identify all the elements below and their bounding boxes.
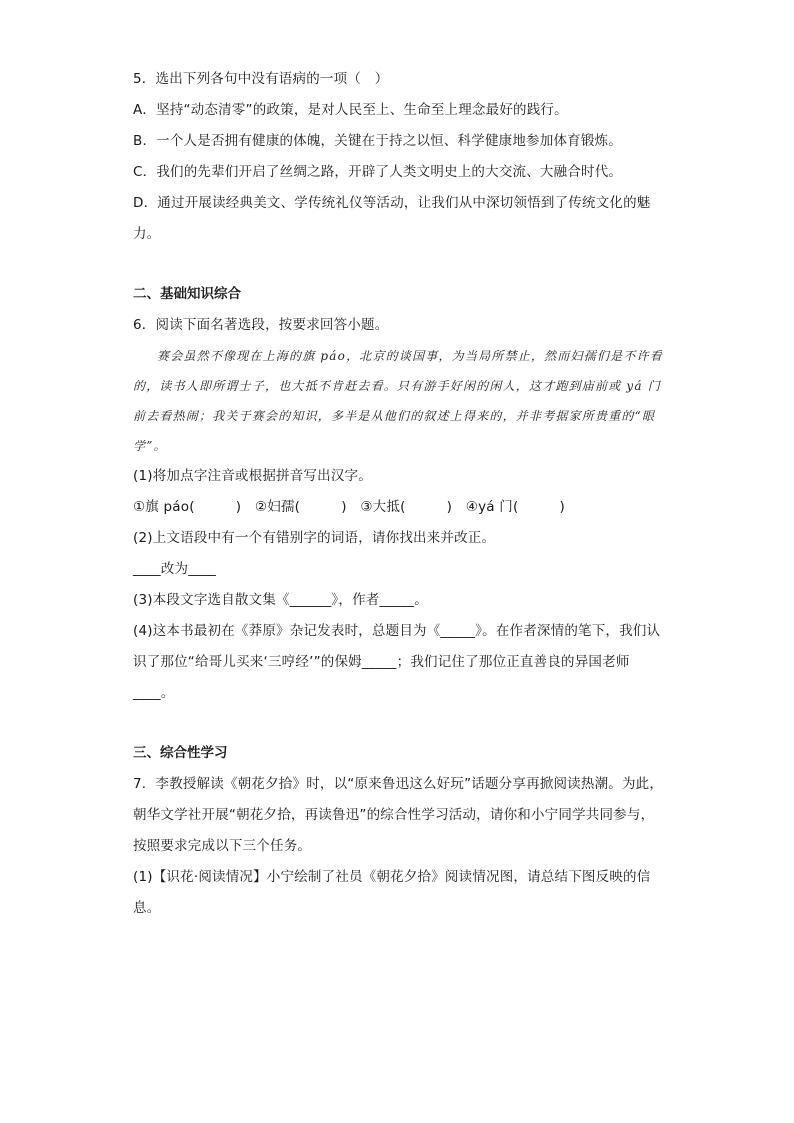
q5-option-b: B．一个人是否拥有健康的体魄，关键在于持之以恒、科学健康地参加体育锻炼。 bbox=[133, 133, 622, 149]
q5-option-c: C．我们的先辈们开启了丝绸之路，开辟了人类文明史上的大交流、大融合时代。 bbox=[133, 164, 623, 180]
q6-passage bbox=[133, 341, 668, 461]
q6-sub4-line3: ____。 bbox=[133, 685, 175, 701]
q6-stem: 6．阅读下面名著选段，按要求回答小题。 bbox=[133, 317, 389, 333]
q7-line1: 7．李教授解读《朝花夕拾》时，以“原来鲁迅这么好玩”话题分享再掀阅读热潮。为此， bbox=[133, 776, 664, 792]
q6-sub2: (2)上文语段中有一个有错别字的词语，请你找出来并改正。 bbox=[133, 530, 496, 546]
q6-sub1-items: ①旗 páo( ) ②妇孺( ) ③大抵( ) ④yá 门( ) bbox=[133, 499, 565, 515]
q5-option-a: A．坚持“动态清零”的政策，是对人民至上、生命至上理念最好的践行。 bbox=[133, 102, 568, 118]
q6-sub2-blank: ____改为____ bbox=[133, 561, 216, 577]
section-2-heading: 二、基础知识综合 bbox=[133, 286, 241, 302]
q7-sub1-line2: 息。 bbox=[133, 900, 161, 916]
q5-option-d: D．通过开展读经典美文、学传统礼仪等活动，让我们从中深切领悟到了传统文化的魅 bbox=[133, 195, 651, 211]
q7-line3: 按照要求完成以下三个任务。 bbox=[133, 838, 312, 854]
q6-sub3: (3)本段文字选自散文集《______》，作者_____。 bbox=[133, 592, 428, 608]
q6-sub1: (1)将加点字注音或根据拼音写出汉字。 bbox=[133, 468, 372, 484]
q7-sub1-line1: (1)【识花·阅读情况】小宁绘制了社员《朝花夕拾》阅读情况图，请总结下图反映的信 bbox=[133, 869, 651, 885]
q5-stem: 5．选出下列各句中没有语病的一项（ ） bbox=[133, 71, 389, 87]
q6-sub4-line1: (4)这本书最初在《莽原》杂记发表时，总题目为《_____》。在作者深情的笔下，我们认 bbox=[133, 623, 661, 639]
q6-sub4-line2: 识了那位“给哥儿买来‘三哼经’”的保姆_____；我们记住了那位正直善良的异国老师 bbox=[133, 654, 630, 670]
page-content bbox=[133, 64, 668, 924]
q7-line2: 朝华文学社开展“朝花夕拾，再读鲁迅”的综合性学习活动，请你和小宁同学共同参与， bbox=[133, 807, 655, 823]
section-3-heading: 三、综合性学习 bbox=[133, 745, 228, 761]
q6-passage-text: 赛会虽然不像现在上海的旗 páo，北京的谈国事，为当局所禁止，然而妇孺们是不许看的，读书人即所谓士子，也大抵不肯赶去看。只有游手好闲的闲人，这才跑到庙前或 yá 门前去看热闹；我关于赛会的知识，多半是从他们的叙述上得来的，并非考据家所贵重的“眼学”。 bbox=[133, 349, 663, 453]
q5-option-d-continued: 力。 bbox=[133, 226, 161, 242]
